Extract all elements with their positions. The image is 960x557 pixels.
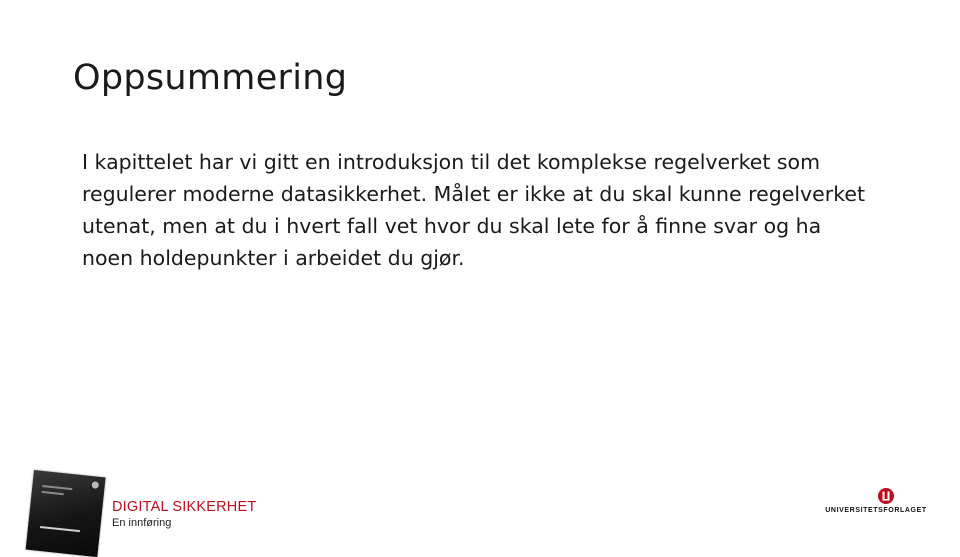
cover-line — [42, 485, 72, 490]
footer-book-title: DIGITAL SIKKERHET — [112, 499, 257, 515]
cover-emblem — [91, 481, 99, 489]
cover-line — [42, 491, 64, 495]
publisher-name: UNIVERSITETSFORLAGET — [825, 507, 927, 514]
slide-body-text: I kapittelet har vi gitt en introduksjon til det komplekse regelverket som regulerer moderne datasikkerhet. Målet er ikke at du skal kunne regelverket utenat, men at du i hvert fall vet hvor du skal lete for å finne svar og ha noen holdepunkter i arbeidet du gjør. — [82, 150, 866, 270]
publisher-logo-icon — [878, 488, 894, 504]
slide-title: Oppsummering — [73, 58, 348, 98]
footer-book-subtitle: En innføring — [112, 517, 172, 529]
publisher-logo — [812, 488, 940, 518]
cover-subtitle-line — [40, 526, 80, 532]
book-cover-icon — [26, 470, 106, 557]
